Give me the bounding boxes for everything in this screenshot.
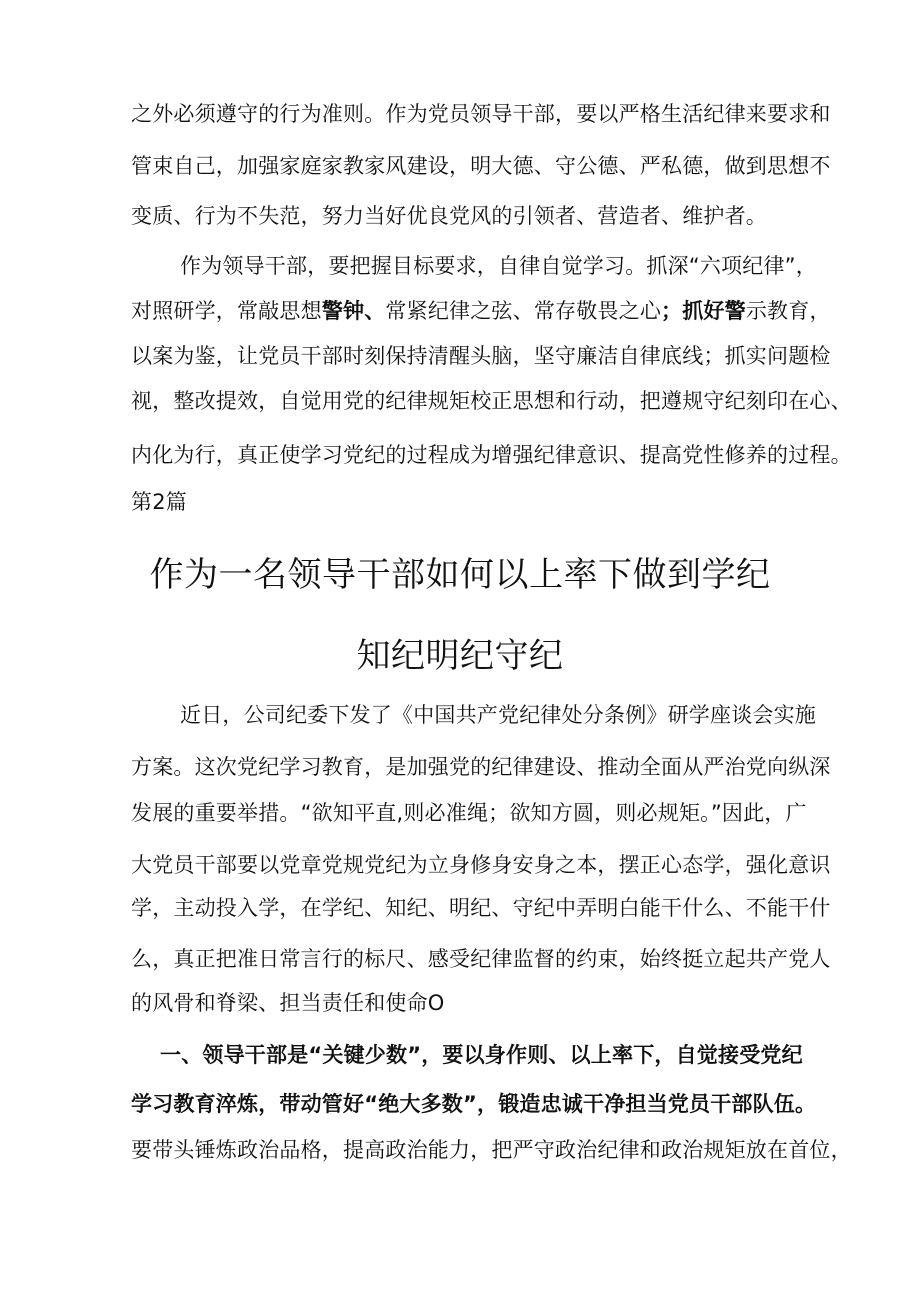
paragraph-line: 发展的重要举措。“欲知平直,则必准绳；欲知方圆，则必规矩。”因此，广 xyxy=(131,801,807,825)
paragraph-line: 内化为行，真正使学习党纪的过程成为增强纪律意识、提高党性修养的过程。 xyxy=(131,443,852,467)
text-run: 示教育， xyxy=(745,299,831,323)
paragraph-line: 以案为鉴，让党员干部时刻保持清醒头脑，坚守廉洁自律底线；抓实问题检 xyxy=(131,344,831,368)
paragraph-line: 么，真正把准日常言行的标尺、感受纪律监督的约束，始终挺立起共产党人 xyxy=(131,947,831,971)
bold-text-run: 警钟、 xyxy=(321,299,386,323)
paragraph-line: 近日，公司纪委下发了《中国共产党纪律处分条例》研学座谈会实施 xyxy=(180,703,816,727)
article-title: 知纪明纪守纪 xyxy=(356,636,564,676)
paragraph-line: 视，整改提效，自觉用党的纪律规矩校正思想和行动，把遵规守纪刻印在心、 xyxy=(131,389,852,413)
paragraph-line-mixed xyxy=(131,296,831,326)
section-heading: 一、领导干部是“关键少数”，要以身作则、以上率下，自觉接受党纪 xyxy=(160,1043,803,1067)
text-run: 对照研学，常敲思想 xyxy=(131,299,322,323)
paragraph-line: 方案。这次党纪学习教育，是加强党的纪律建设、推动全面从严治党向纵深 xyxy=(131,755,831,779)
paragraph-line: 之外必须遵守的行为准则。作为党员领导干部，要以严格生活纪律来要求和 xyxy=(131,102,831,126)
section-label: 第2篇 xyxy=(131,490,187,514)
paragraph-line: 大党员干部要以党章党规党纪为立身修身安身之本，摆正心态学，强化意识 xyxy=(131,853,831,877)
paragraph-line: 学，主动投入学，在学纪、知纪、明纪、守纪中弄明白能干什么、不能干什 xyxy=(131,896,831,920)
paragraph-line: 管束自己，加强家庭家教家风建设，明大德、守公德、严私德，做到思想不 xyxy=(131,154,831,178)
paragraph-line: 的风骨和脊梁、担当责任和使命O xyxy=(131,991,445,1015)
article-title: 作为一名领导干部如何以上率下做到学纪 xyxy=(149,555,771,595)
paragraph-line: 作为领导干部，要把握目标要求，自律自觉学习。抓深“六项纪律”， xyxy=(180,254,817,278)
section-heading: 学习教育淬炼，带动管好“绝大多数”，锻造忠诚干净担当党员干部队伍。 xyxy=(131,1092,817,1116)
bold-text-run: ；抓好警 xyxy=(661,299,746,323)
text-run: 常紧纪律之弦、常存敬畏之心 xyxy=(385,299,662,323)
paragraph-line: 要带头锤炼政治品格，提高政治能力，把严守政治纪律和政治规矩放在首位， xyxy=(131,1138,852,1162)
paragraph-line: 变质、行为不失范，努力当好优良党风的引领者、营造者、维护者。 xyxy=(131,204,767,228)
